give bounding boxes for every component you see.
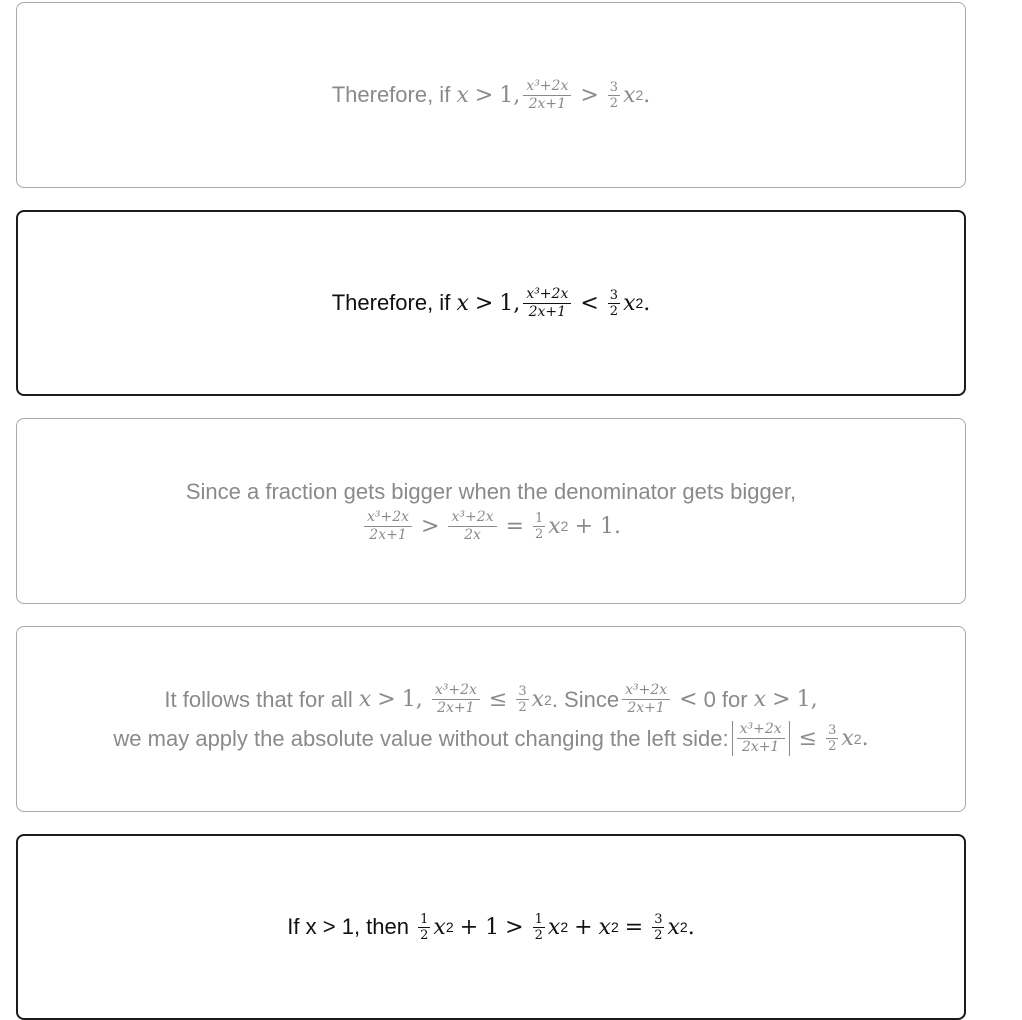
fraction — [432, 682, 480, 717]
fraction-denominator: 2x+1 — [627, 700, 665, 716]
fraction — [737, 721, 785, 756]
fraction-numerator: 3 — [518, 684, 527, 699]
math-op: > — [474, 290, 494, 316]
math-op: > — [474, 82, 494, 108]
math-var: x — [598, 914, 611, 940]
math-op: > — [772, 687, 791, 712]
math-var: x — [547, 914, 561, 940]
math-op: < — [679, 687, 698, 712]
math-var: x — [841, 726, 854, 751]
answer-option-3[interactable] — [16, 418, 966, 604]
math-op: > — [421, 513, 440, 539]
math-punct: . — [861, 726, 869, 751]
fraction — [523, 286, 571, 321]
fraction-numerator: 3 — [609, 287, 619, 303]
math-const: 1, — [401, 687, 423, 712]
option-3-line-1: Since a fraction gets bigger when the denominator gets bigger, — [185, 478, 797, 504]
fraction-denominator: 2x+1 — [741, 739, 780, 755]
fraction-numerator: 1 — [534, 911, 543, 927]
math-var: x — [667, 914, 680, 940]
fraction — [523, 78, 571, 113]
fraction-numerator: x³+2x — [364, 509, 412, 527]
math-var: x — [623, 82, 636, 108]
fraction — [533, 912, 545, 943]
fraction — [622, 682, 670, 717]
fraction — [608, 80, 620, 111]
fraction-numerator: 1 — [534, 510, 544, 526]
fraction-denominator: 2 — [534, 526, 544, 542]
option-4-explanation: we may apply the absolute value without changing the left side: — [113, 725, 729, 751]
fraction-numerator: 3 — [609, 79, 619, 95]
fraction-numerator: x³+2x — [448, 509, 496, 527]
option-1-statement — [332, 78, 651, 113]
math-punct: . — [687, 914, 695, 940]
math-var: x — [456, 82, 469, 108]
math-var: x — [531, 687, 545, 712]
absolute-value — [732, 721, 790, 756]
math-var: x — [753, 687, 767, 712]
fraction — [364, 509, 412, 544]
fraction — [533, 511, 545, 542]
math-var: x — [623, 290, 636, 316]
math-const: + 1. — [574, 513, 621, 539]
fraction-numerator: 3 — [654, 911, 663, 927]
fraction — [826, 723, 838, 754]
exponent: 2 — [560, 518, 569, 534]
fraction-numerator: x³+2x — [523, 78, 571, 96]
fraction-numerator: x³+2x — [737, 721, 785, 739]
math-op: ≤ — [488, 687, 508, 712]
option-1-prefix: Therefore, if — [331, 82, 451, 107]
exponent: 2 — [544, 691, 552, 708]
math-var: x — [456, 290, 469, 316]
option-3-line-2 — [361, 509, 621, 544]
exponent: 2 — [635, 295, 644, 311]
option-4-line-1 — [164, 682, 817, 717]
exponent: 2 — [560, 919, 569, 935]
fraction-numerator: 1 — [420, 911, 429, 927]
option-4-since: . Since — [551, 686, 620, 712]
math-op: > — [505, 914, 524, 940]
fraction-denominator: 2 — [828, 739, 837, 754]
math-var: x — [358, 687, 372, 712]
exponent: 2 — [445, 919, 454, 935]
answer-option-5[interactable] — [16, 834, 966, 1020]
option-2-statement — [332, 286, 651, 321]
fraction-denominator: 2 — [534, 927, 543, 943]
math-op: + — [574, 914, 593, 940]
fraction-denominator: 2x+1 — [437, 700, 475, 716]
math-op: ≤ — [798, 726, 818, 751]
fraction — [652, 912, 664, 943]
fraction-denominator: 2 — [654, 927, 663, 943]
fraction — [516, 684, 528, 715]
exponent: 2 — [679, 919, 688, 935]
option-5-lead: If x > 1, then — [287, 914, 409, 939]
fraction-numerator: x³+2x — [622, 682, 670, 700]
option-4-line-2 — [113, 721, 868, 756]
fraction-numerator: x³+2x — [523, 286, 571, 304]
fraction-numerator: 3 — [828, 723, 837, 738]
fraction-denominator: 2x+1 — [369, 526, 407, 543]
option-4-lead: It follows that for all — [164, 686, 353, 712]
fraction-denominator: 2 — [420, 927, 429, 943]
fraction-denominator: 2x+1 — [528, 303, 567, 320]
answer-option-1[interactable] — [16, 2, 966, 188]
fraction-denominator: 2 — [518, 700, 527, 715]
option-4-zero-for: 0 for — [703, 686, 748, 712]
math-const: 1, — [499, 82, 521, 108]
answer-option-2[interactable] — [16, 210, 966, 396]
fraction-denominator: 2 — [609, 95, 619, 111]
fraction-denominator: 2x+1 — [528, 95, 567, 112]
math-op: > — [377, 687, 396, 712]
option-5-statement — [287, 912, 694, 943]
math-var: x — [548, 513, 561, 539]
fraction-numerator: x³+2x — [432, 682, 480, 700]
exponent: 2 — [635, 87, 644, 103]
math-var: x — [433, 914, 446, 940]
math-op: = — [624, 914, 644, 940]
math-op: = — [505, 513, 524, 539]
math-const: 1, — [796, 687, 818, 712]
fraction — [448, 509, 496, 544]
math-const: + 1 — [459, 914, 500, 940]
fraction — [608, 288, 620, 319]
answer-option-4[interactable] — [16, 626, 966, 812]
math-op: < — [580, 290, 599, 316]
fraction-denominator: 2 — [609, 303, 619, 319]
exponent: 2 — [610, 919, 619, 935]
exponent: 2 — [853, 730, 862, 747]
math-punct: . — [643, 82, 651, 108]
math-punct: . — [643, 290, 651, 316]
math-op: > — [580, 82, 599, 108]
fraction-denominator: 2x — [464, 526, 481, 543]
fraction — [418, 912, 430, 943]
option-2-prefix: Therefore, if — [331, 290, 451, 315]
math-const: 1, — [499, 290, 521, 316]
